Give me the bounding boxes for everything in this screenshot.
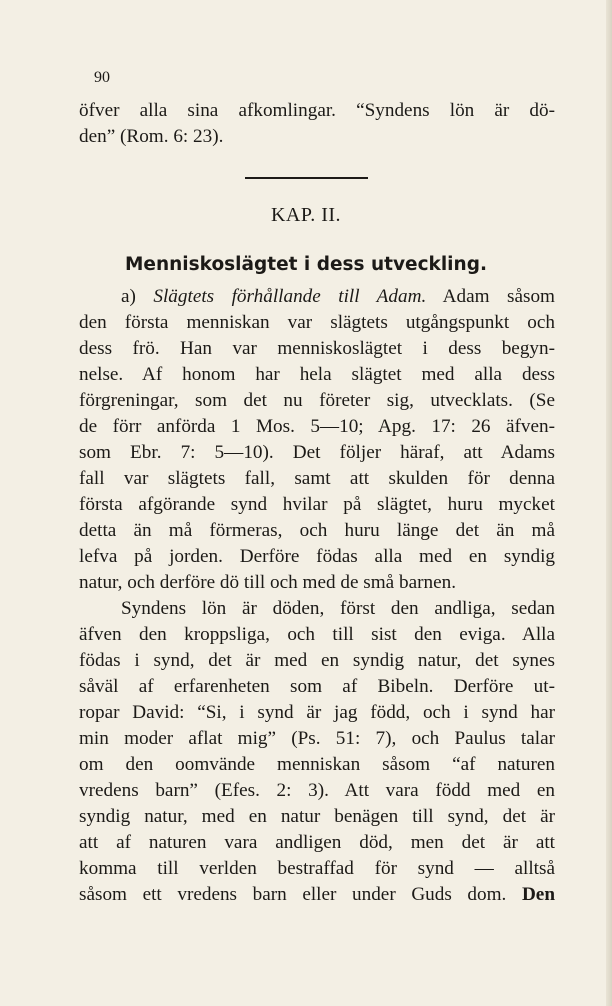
text-line: fall var slägtets fall, samt att skulden för denna [79, 468, 555, 489]
text-line: som Ebr. 7: 5—10). Det följer häraf, att Adams [79, 442, 555, 463]
text-line: förgreningar, som det nu företer sig, utvecklats. (Se [79, 390, 555, 411]
text-line: öfver alla sina afkomlingar. “Syndens lön är dö- [79, 100, 555, 121]
chapter-heading: KAP. II. [270, 204, 342, 226]
body-text [79, 284, 555, 908]
text-line: syndig natur, med en natur benägen till synd, det är [79, 806, 555, 827]
text-line: natur, och derföre dö till och med de små barnen. [79, 572, 456, 593]
text-line: första afgörande synd hvilar på slägtet, huru mycket [79, 494, 555, 515]
text-line: nelse. Af honom har hela slägtet med alla dess [79, 364, 555, 385]
text-line: ropar David: “Si, i synd är jag född, och i synd har [79, 702, 555, 723]
text-line: äfven den kroppsliga, och till sist den eviga. Alla [79, 624, 555, 645]
text-line: såväl af erfarenheten som af Bibeln. Derföre ut- [79, 676, 555, 697]
intro-paragraph [79, 98, 555, 150]
subsection-label: a) [121, 286, 136, 307]
final-bold-word: Den [521, 884, 555, 905]
page-edge [606, 0, 612, 1006]
text-line: att af naturen vara andligen död, men det är att [79, 832, 555, 853]
text-line: komma till verlden bestraffad för synd — alltså [79, 858, 555, 879]
text-line: den första menniskan var slägtets utgångspunkt och [79, 312, 555, 333]
text-line: dess frö. Han var menniskoslägtet i dess begyn- [79, 338, 555, 359]
text-line: Syndens lön är döden, först den andliga, sedan [121, 598, 555, 619]
final-line-text: såsom ett vredens barn eller under Guds dom. [79, 884, 507, 905]
text-line [79, 284, 555, 310]
text-line: detta än må förmeras, och huru länge det än må [79, 520, 555, 541]
text-line: om den oomvände menniskan såsom “af naturen [79, 754, 555, 775]
page-number: 90 [94, 69, 110, 86]
text-line: den” (Rom. 6: 23). [79, 126, 224, 147]
text-line [79, 882, 555, 908]
text-line: min moder aflat mig” (Ps. 51: 7), och Paulus talar [79, 728, 555, 749]
subsection-title: Slägtets förhållande till Adam. [153, 286, 427, 307]
section-divider [245, 177, 368, 179]
text-line: födas i synd, det är med en syndig natur, det synes [79, 650, 555, 671]
text-line: vredens barn” (Efes. 2: 3). Att vara född med en [79, 780, 555, 801]
text-line: lefva på jorden. Derföre födas alla med en syndig [79, 546, 555, 567]
subsection-lead-text: Adam såsom [442, 286, 555, 307]
section-title: Menniskoslägtet i dess utveckling. [125, 254, 487, 275]
text-line: de förr anförda 1 Mos. 5—10; Apg. 17: 26 äfven- [79, 416, 555, 437]
